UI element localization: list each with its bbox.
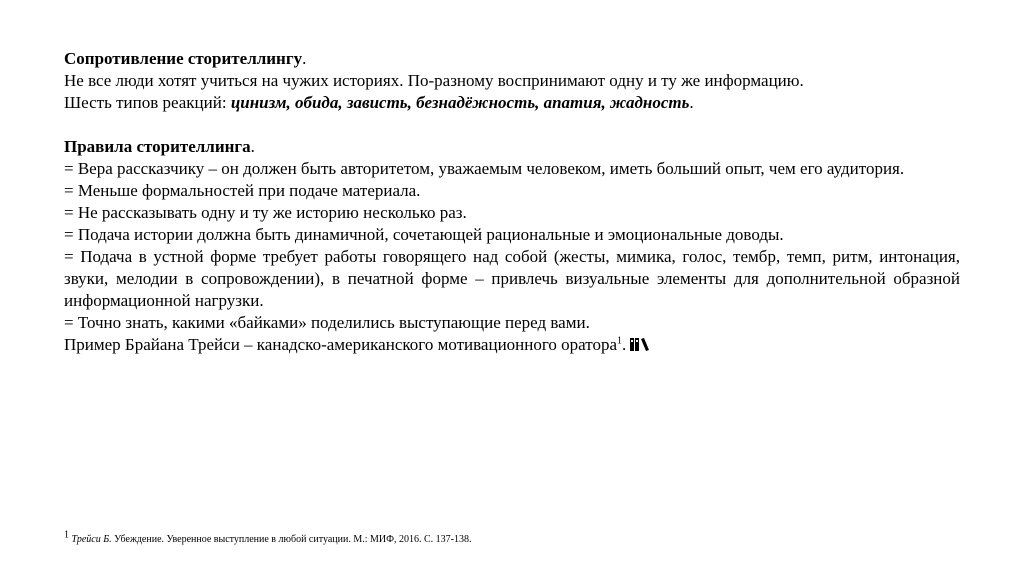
rule-item: = Точно знать, какими «байками» поделились выступающие перед вами. (64, 313, 590, 332)
books-icon (630, 335, 650, 349)
reactions-list: цинизм, обида, зависть, безнадёжность, апатия, жадность (230, 93, 690, 112)
slide-content (64, 48, 960, 356)
reactions-line (64, 92, 960, 114)
resistance-heading-line (64, 48, 960, 70)
rules-heading-line (64, 136, 960, 158)
footnote (64, 529, 472, 546)
resistance-heading: Сопротивление сторителлингу (64, 49, 303, 68)
example-dot: . (622, 335, 627, 354)
resistance-text: Не все люди хотят учиться на чужих историях. По-разному воспринимают одну и ту же информацию. (64, 71, 804, 90)
rule-item: = Не рассказывать одну и ту же историю несколько раз. (64, 203, 467, 222)
footnote-author: Трейси Б. (71, 534, 112, 545)
rule-item: = Вера рассказчику – он должен быть авторитетом, уважаемым человеком, иметь больший опыт, чем его аудитория. (64, 159, 905, 178)
rule-item: = Подача в устной форме требует работы говорящего над собой (жесты, мимика, голос, тембр, темп, ритм, интонация, звуки, мелодии в сопровождении), в печатной форме – привлечь визуальные элементы для дополнительной образной информационной нагрузки. (64, 247, 960, 310)
rules-heading-dot: . (250, 137, 255, 156)
example-line (64, 334, 960, 356)
rule-item: = Меньше формальностей при подаче материала. (64, 181, 421, 200)
rules-heading: Правила сторителлинга (64, 137, 251, 156)
rule-item: = Подача истории должна быть динамичной, сочетающей рациональные и эмоциональные доводы. (64, 225, 784, 244)
reactions-dot: . (689, 93, 694, 112)
reactions-prefix: Шесть типов реакций: (64, 93, 231, 112)
resistance-heading-dot: . (302, 49, 307, 68)
example-text: Пример Брайана Трейси – канадско-американского мотивационного оратора (64, 335, 618, 354)
footnote-citation: Убеждение. Уверенное выступление в любой ситуации. М.: МИФ, 2016. С. 137-138. (111, 534, 472, 545)
section-spacer (64, 114, 960, 136)
footnote-ref: 1 (617, 335, 623, 347)
footnote-number: 1 (64, 529, 69, 541)
